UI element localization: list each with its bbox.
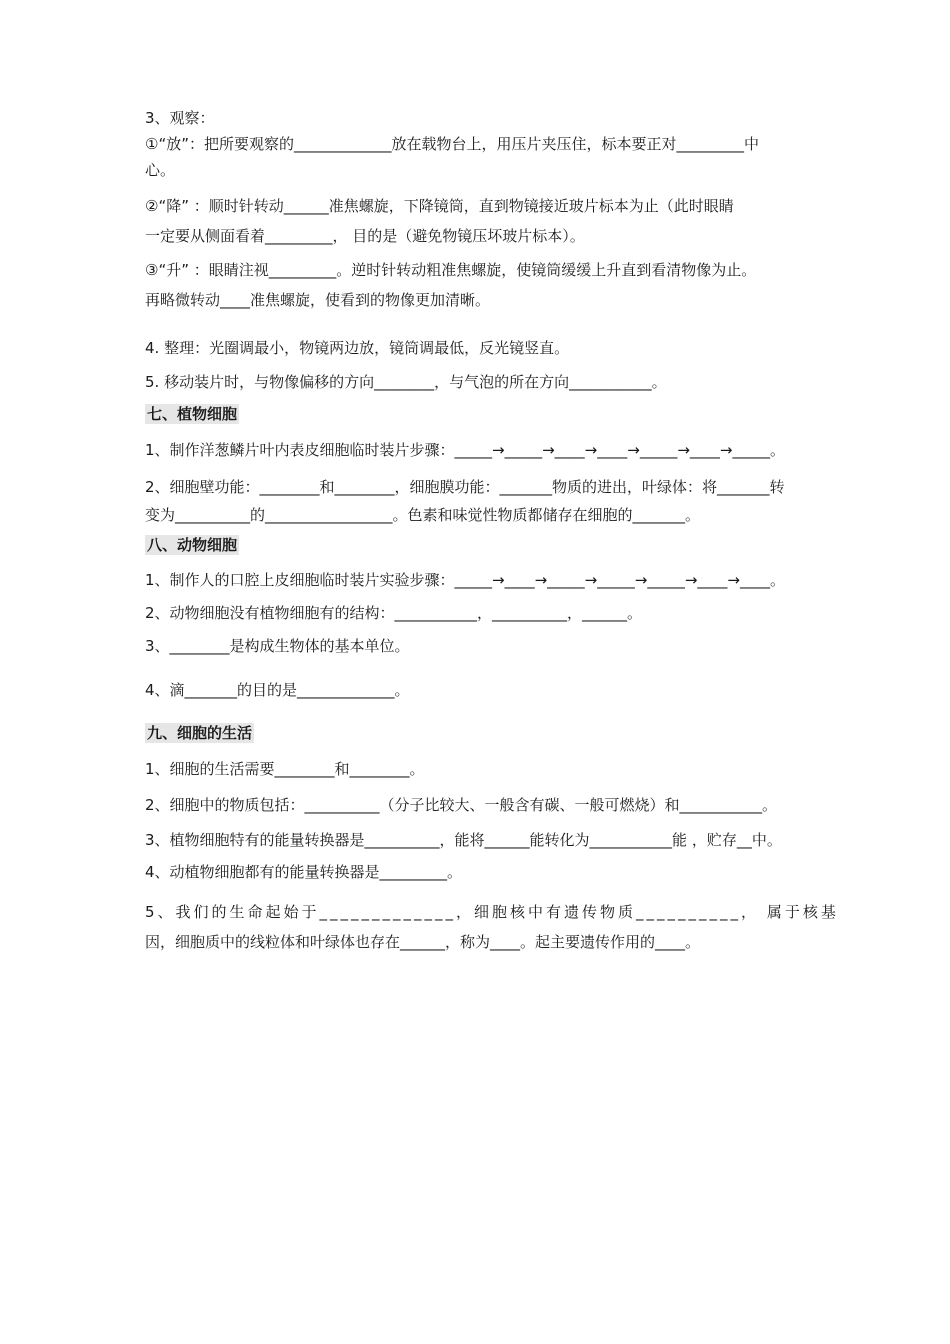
text-line: ①“放”：把所要观察的_____________放在载物台上，用压片夹压住，标本要正对_________中 (145, 135, 759, 153)
section-heading: 九、细胞的生活 (147, 724, 253, 742)
text-line: ②“降” ：顺时针转动______准焦螺旋，下降镜筒，直到物镜接近玻片标本为止（此时眼睛 (145, 197, 734, 215)
text-line: 因，细胞质中的线粒体和叶绿体也存在______，称为____。起主要遗传作用的____。 (145, 933, 701, 951)
text-line: 5、我们的生命起始于_____________，细胞核中有遗传物质__________， 属于核基 (145, 903, 839, 921)
text-line: 2、细胞中的物质包括：__________（分子比较大、一般含有碳、一般可燃烧）和___________。 (145, 796, 778, 814)
text-line: 4、滴_______的目的是_____________。 (145, 681, 410, 699)
text-line: 4、动植物细胞都有的能量转换器是_________。 (145, 863, 463, 881)
text-line: 2、细胞壁功能：________和________，细胞膜功能：_______物质的进出，叶绿体：将_______转 (145, 478, 785, 496)
text-line: 2、动物细胞没有植物细胞有的结构：___________，__________，______。 (145, 604, 643, 622)
text-line: 一定要从侧面看着_________， 目的是（避免物镜压坏玻片标本）。 (145, 227, 585, 245)
text-line: 1、细胞的生活需要________和________。 (145, 760, 425, 778)
section-heading: 七、植物细胞 (147, 405, 238, 423)
section-heading: 八、动物细胞 (147, 536, 238, 554)
text-line: 3、________是构成生物体的基本单位。 (145, 637, 410, 655)
text-line: 4. 整理：光圈调最小，物镜两边放，镜筒调最低，反光镜竖直。 (145, 339, 570, 357)
text-line: ③“升” ：眼睛注视_________。逆时针转动粗准焦螺旋，使镜筒缓缓上升直到看清物像为止。 (145, 261, 757, 279)
text-line: 1、制作人的口腔上皮细胞临时装片实验步骤：_____→____→_____→_____→_____→____→____。 (145, 571, 785, 589)
text-line: 心。 (145, 161, 176, 179)
text-line: 3、植物细胞特有的能量转换器是__________，能将______能转化为___________能 ，贮存__中。 (145, 831, 782, 849)
text-line: 3、观察： (145, 109, 215, 127)
text-line: 5. 移动装片时，与物像偏移的方向________，与气泡的所在方向___________。 (145, 373, 667, 391)
text-line: 变为__________的_________________。色素和味觉性物质都储存在细胞的_______。 (145, 506, 701, 524)
text-line: 1、制作洋葱鳞片叶内表皮细胞临时装片步骤：_____→_____→____→____→_____→____→_____。 (145, 441, 785, 459)
text-line: 再略微转动____准焦螺旋，使看到的物像更加清晰。 (145, 291, 491, 309)
